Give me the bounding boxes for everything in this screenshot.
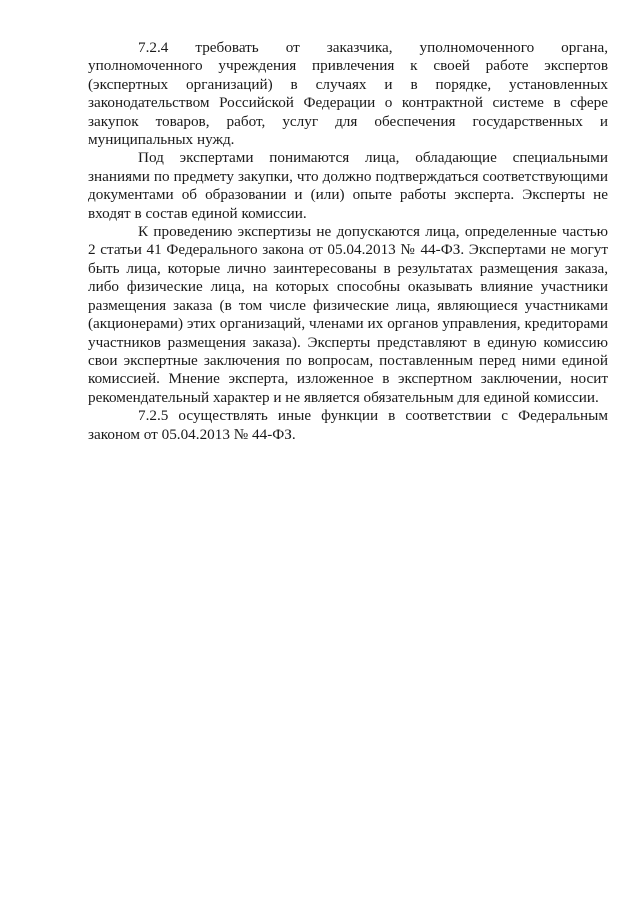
paragraph-experts-definition: Под экспертами понимаются лица, обладающие специальными знаниями по предмету закупки, что должно подтверждаться соответствующими документами об образовании и (или) опыте работы эксперта. Эксперты не входят в состав единой комиссии. (88, 149, 608, 222)
paragraph-expertise-restrictions: К проведению экспертизы не допускаются лица, определенные частью 2 статьи 41 Федерального закона от 05.04.2013 № 44-ФЗ. Экспертами не могут быть лица, которые лично заинтересованы в результатах размещения заказа, либо физические лица, на которых способны оказывать влияние участники размещения заказа (в том числе физические лица, являющиеся участниками (акционерами) этих организаций, членами их органов управления, кредиторами участников размещения заказа). Эксперты представляют в единую комиссию свои экспертные заключения по вопросам, поставленным перед ними единой комиссией. Мнение эксперта, изложенное в экспертном заключении, носит рекомендательный характер и не является обязательным для единой комиссии. (88, 223, 608, 406)
paragraph-7-2-5: 7.2.5 осуществлять иные функции в соответствии с Федеральным законом от 05.04.2013 № 44-ФЗ. (88, 407, 608, 443)
document-body (88, 39, 608, 444)
paragraph-7-2-4: 7.2.4 требовать от заказчика, уполномоченного органа, уполномоченного учреждения привлечения к своей работе экспертов (экспертных организаций) в случаях и в порядке, установленных законодательством Российской Федерации о контрактной системе в сфере закупок товаров, работ, услуг для обеспечения государственных и муниципальных нужд. (88, 39, 608, 149)
